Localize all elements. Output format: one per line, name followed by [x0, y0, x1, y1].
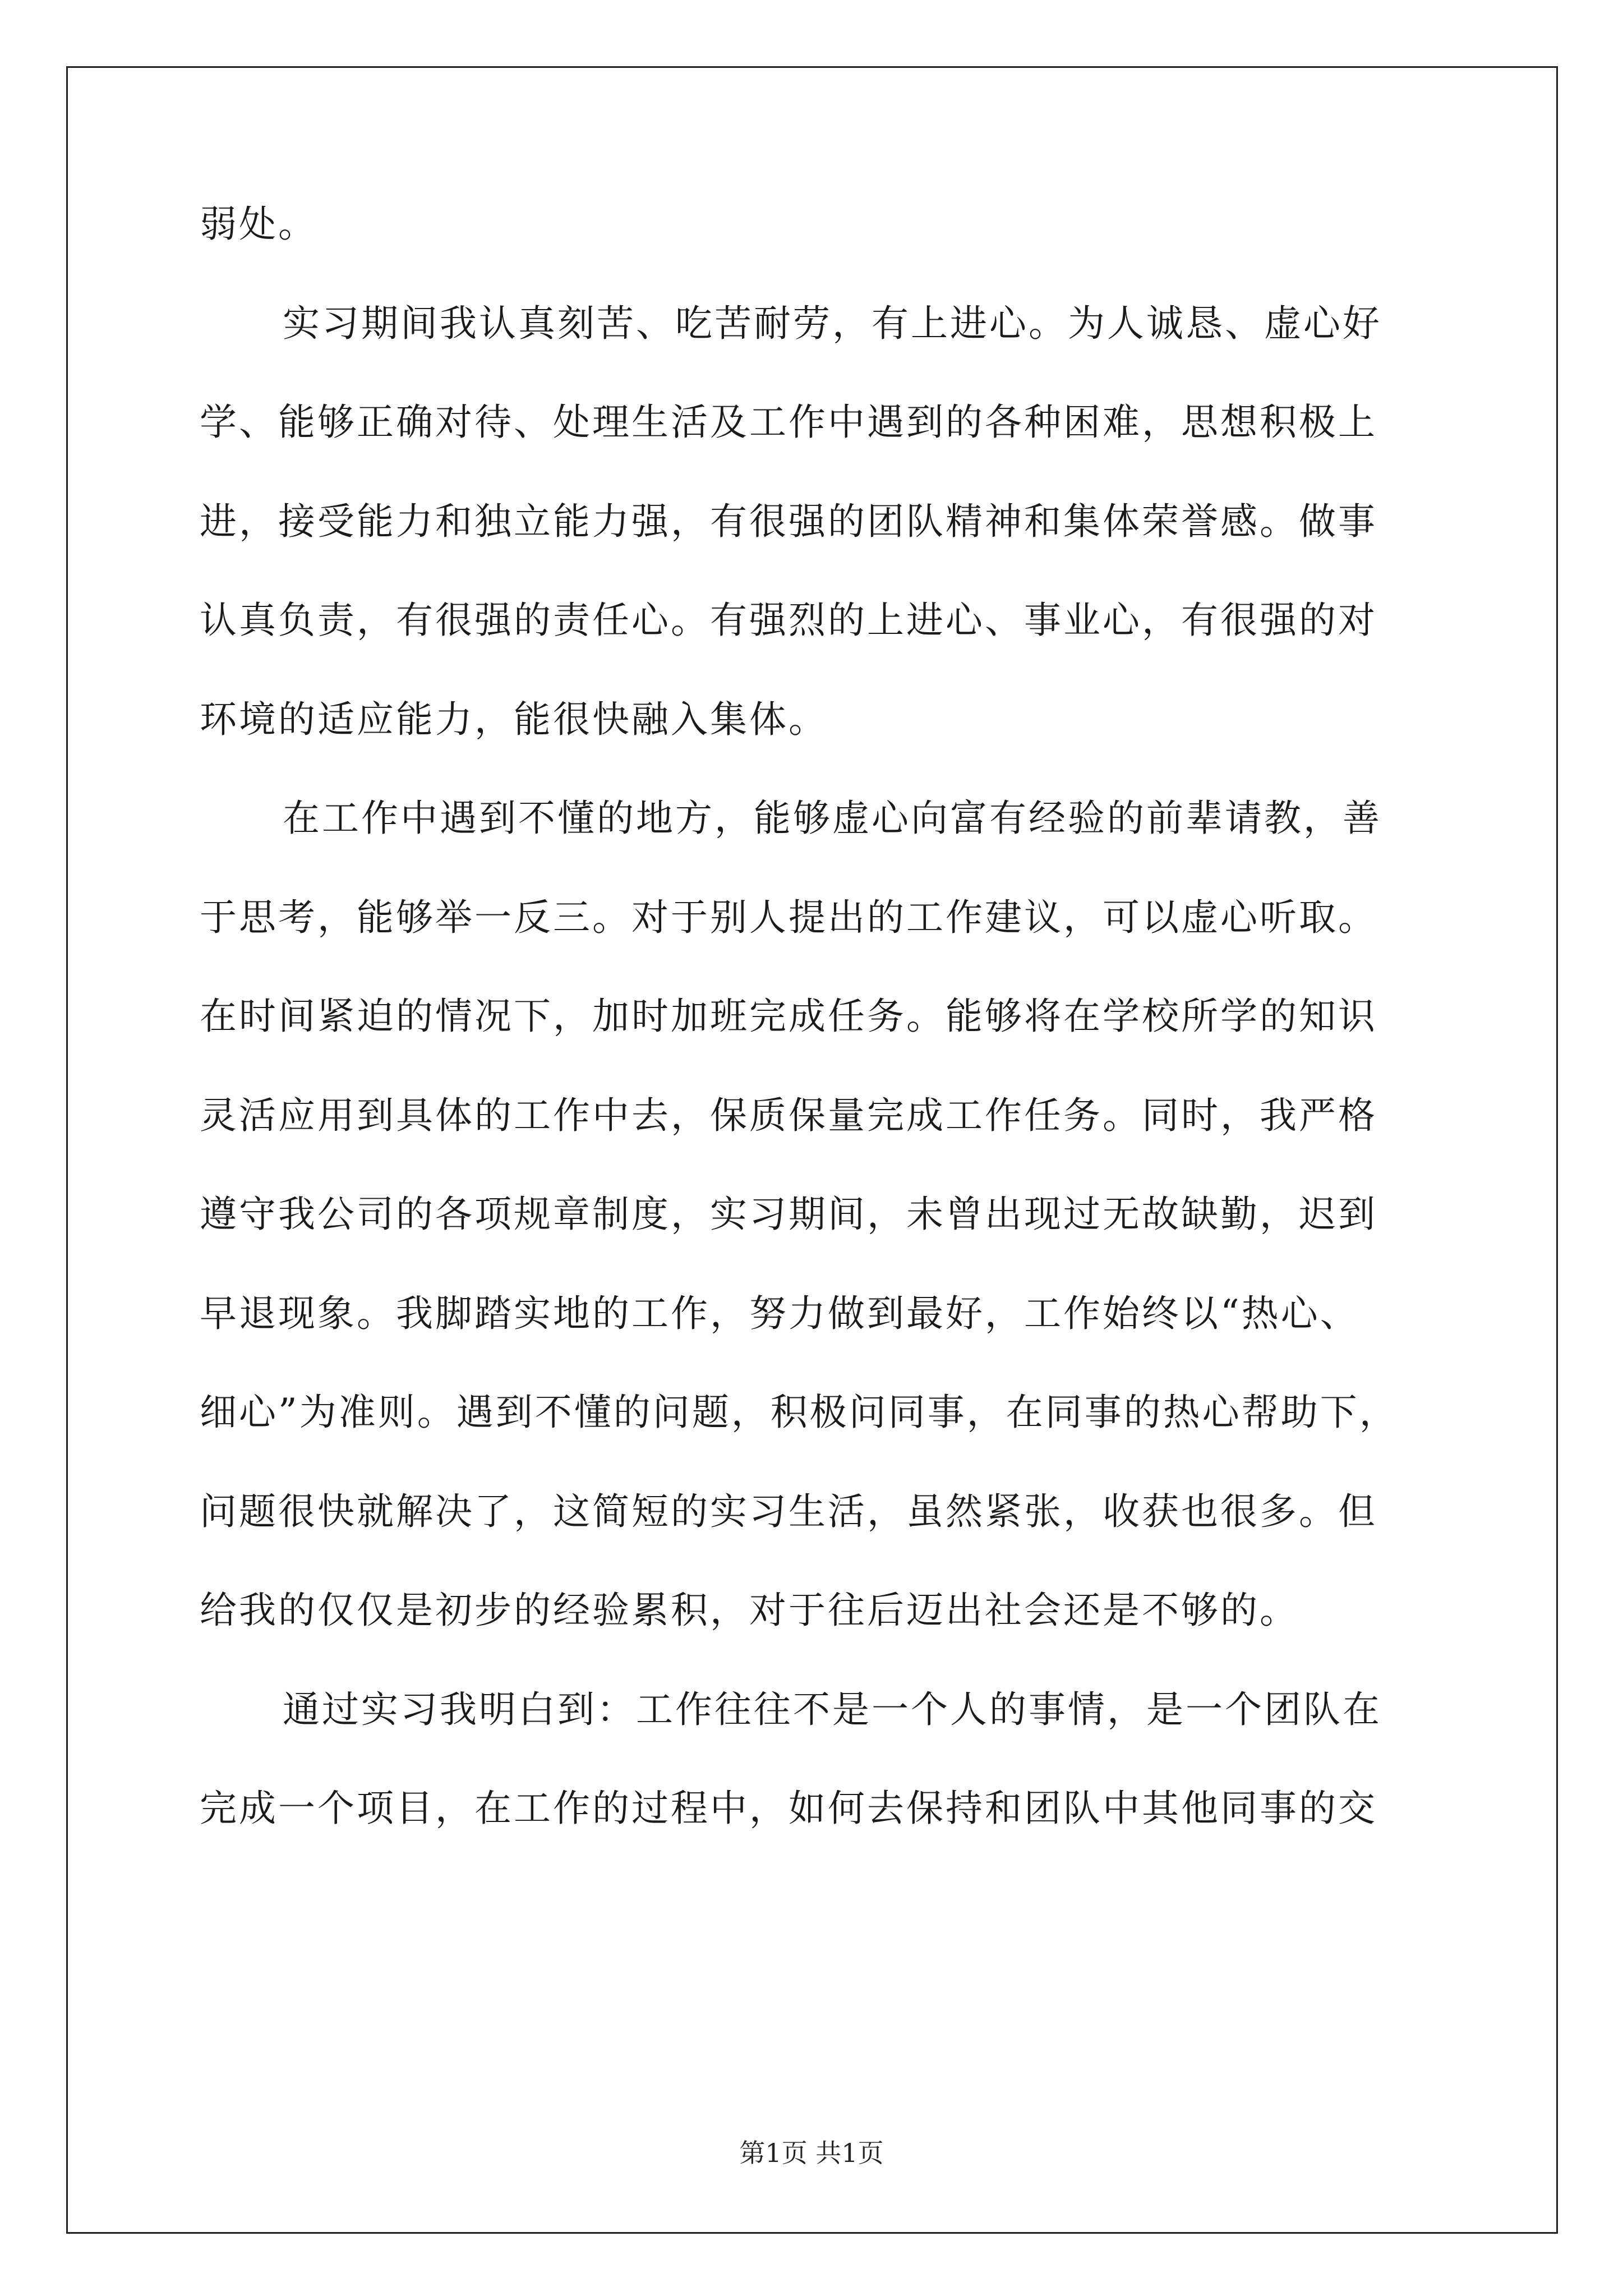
text-line: 早退现象。我脚踏实地的工作，努力做到最好，工作始终以“热心、	[200, 1291, 1359, 1335]
text-line: 于思考，能够举一反三。对于别人提出的工作建议，可以虚心听取。	[200, 895, 1377, 939]
page-footer: 第1页 共1页	[739, 2138, 884, 2168]
text-line: 给我的仅仅是初步的经验累积，对于往后迈出社会还是不够的。	[200, 1589, 1299, 1632]
text-line: 学、能够正确对待、处理生活及工作中遇到的各种困难，思想积极上	[200, 401, 1377, 444]
text-line: 认真负责，有很强的责任心。有强烈的上进心、事业心，有很强的对	[200, 599, 1377, 642]
document-body	[200, 202, 1433, 1885]
text-line: 环境的适应能力，能很快融入集体。	[200, 697, 828, 741]
paragraph-start-line: 通过实习我明白到：工作往往不是一个人的事情，是一个团队在	[283, 1687, 1382, 1731]
text-line: 在时间紧迫的情况下，加时加班完成任务。能够将在学校所学的知识	[200, 995, 1377, 1038]
text-line: 细心”为准则。遇到不懂的问题，积极问同事，在同事的热心帮助下，	[200, 1391, 1399, 1434]
text-line: 弱处。	[200, 203, 317, 246]
text-line: 完成一个项目，在工作的过程中，如何去保持和团队中其他同事的交	[200, 1787, 1377, 1830]
text-line: 问题很快就解决了，这简短的实习生活，虽然紧张，收获也很多。但	[200, 1489, 1377, 1533]
text-line: 灵活应用到具体的工作中去，保质保量完成工作任务。同时，我严格	[200, 1093, 1377, 1137]
paragraph-start-line: 实习期间我认真刻苦、吃苦耐劳，有上进心。为人诚恳、虚心好	[283, 301, 1382, 345]
text-line: 遵守我公司的各项规章制度，实习期间，未曾出现过无故缺勤，迟到	[200, 1193, 1377, 1236]
paragraph-start-line: 在工作中遇到不懂的地方，能够虚心向富有经验的前辈请教，善	[283, 797, 1382, 840]
text-line: 进，接受能力和独立能力强，有很强的团队精神和集体荣誉感。做事	[200, 499, 1377, 543]
